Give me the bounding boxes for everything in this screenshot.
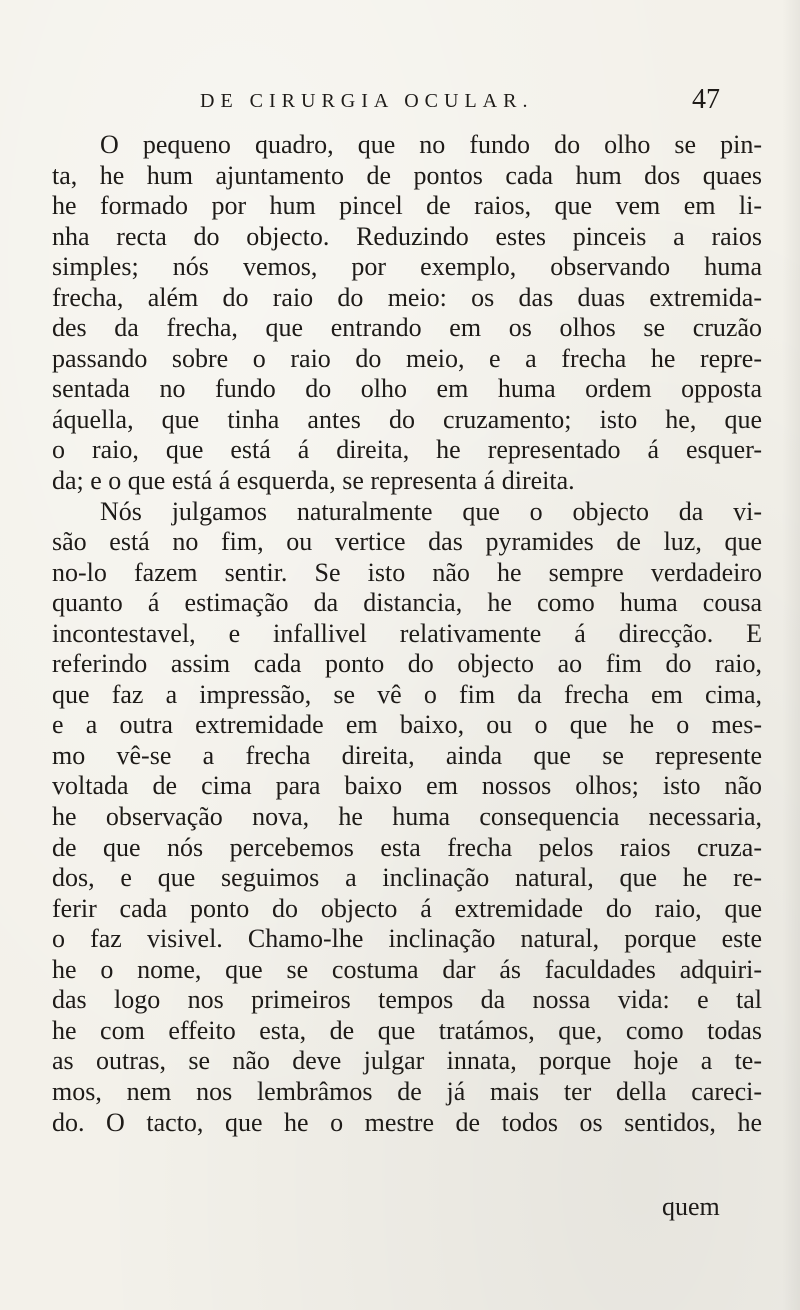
text-line: áquella, que tinha antes do cruzamento; isto he, que — [52, 404, 762, 434]
text-line: de que nós percebemos esta frecha pelos raios cruza- — [52, 832, 762, 862]
text-line: ta, he hum ajuntamento de pontos cada hum dos quaes — [52, 160, 762, 190]
text-line: e a outra extremidade em baixo, ou o que he o mes- — [52, 710, 762, 740]
text-line: referindo assim cada ponto do objecto ao fim do raio, — [52, 649, 762, 679]
text-line: ferir cada ponto do objecto á extremidade do raio, que — [52, 893, 762, 923]
text-line: são está no fim, ou vertice das pyramides de luz, que — [52, 527, 762, 557]
text-line: mo vê-se a frecha direita, ainda que se represente — [52, 740, 762, 770]
page-edge-shadow — [782, 0, 800, 1310]
running-head: DE CIRURGIA OCULAR. — [200, 90, 534, 112]
text-line: O pequeno quadro, que no fundo do olho se pin- — [100, 130, 762, 159]
text-line: he com effeito esta, de que tratámos, que, como todas — [52, 1015, 762, 1045]
text-line: no-lo fazem sentir. Se isto não he sempre verdadeiro — [52, 557, 762, 587]
text-line: he formado por hum pincel de raios, que vem em li- — [52, 191, 762, 221]
text-line: das logo nos primeiros tempos da nossa vida: e tal — [52, 985, 762, 1015]
text-line: quanto á estimação da distancia, he como huma cousa — [52, 588, 762, 618]
text-line: mos, nem nos lembrâmos de já mais ter della careci- — [52, 1076, 762, 1106]
body-text — [52, 130, 762, 1138]
text-line: o raio, que está á direita, he representado á esquer- — [52, 435, 762, 465]
text-line: o faz visivel. Chamo-lhe inclinação natural, porque este — [52, 924, 762, 954]
text-line: passando sobre o raio do meio, e a frecha he repre- — [52, 343, 762, 373]
text-line: que faz a impressão, se vê o fim da frecha em cima, — [52, 679, 762, 709]
page-number: 47 — [692, 84, 720, 115]
text-line: simples; nós vemos, por exemplo, observando huma — [52, 252, 762, 282]
text-line: he o nome, que se costuma dar ás faculdades adquiri- — [52, 954, 762, 984]
text-line: sentada no fundo do olho em huma ordem opposta — [52, 374, 762, 404]
text-line: des da frecha, que entrando em os olhos se cruzão — [52, 313, 762, 343]
text-line: nha recta do objecto. Reduzindo estes pinceis a raios — [52, 221, 762, 251]
text-line: dos, e que seguimos a inclinação natural, que he re- — [52, 863, 762, 893]
catchword: quem — [662, 1192, 720, 1221]
page-header — [200, 84, 720, 124]
text-line: do. O tacto, que he o mestre de todos os sentidos, he — [52, 1107, 762, 1137]
text-line: voltada de cima para baixo em nossos olhos; isto não — [52, 771, 762, 801]
text-line: incontestavel, e infallivel relativamente á direcção. E — [52, 618, 762, 648]
text-line: he observação nova, he huma consequencia necessaria, — [52, 802, 762, 832]
text-line: da; e o que está á esquerda, se representa á direita. — [52, 466, 575, 496]
text-line: frecha, além do raio do meio: os das duas extremida- — [52, 282, 762, 312]
text-line: Nós julgamos naturalmente que o objecto da vi- — [100, 496, 762, 526]
text-line: as outras, se não deve julgar innata, porque hoje a te- — [52, 1046, 762, 1076]
